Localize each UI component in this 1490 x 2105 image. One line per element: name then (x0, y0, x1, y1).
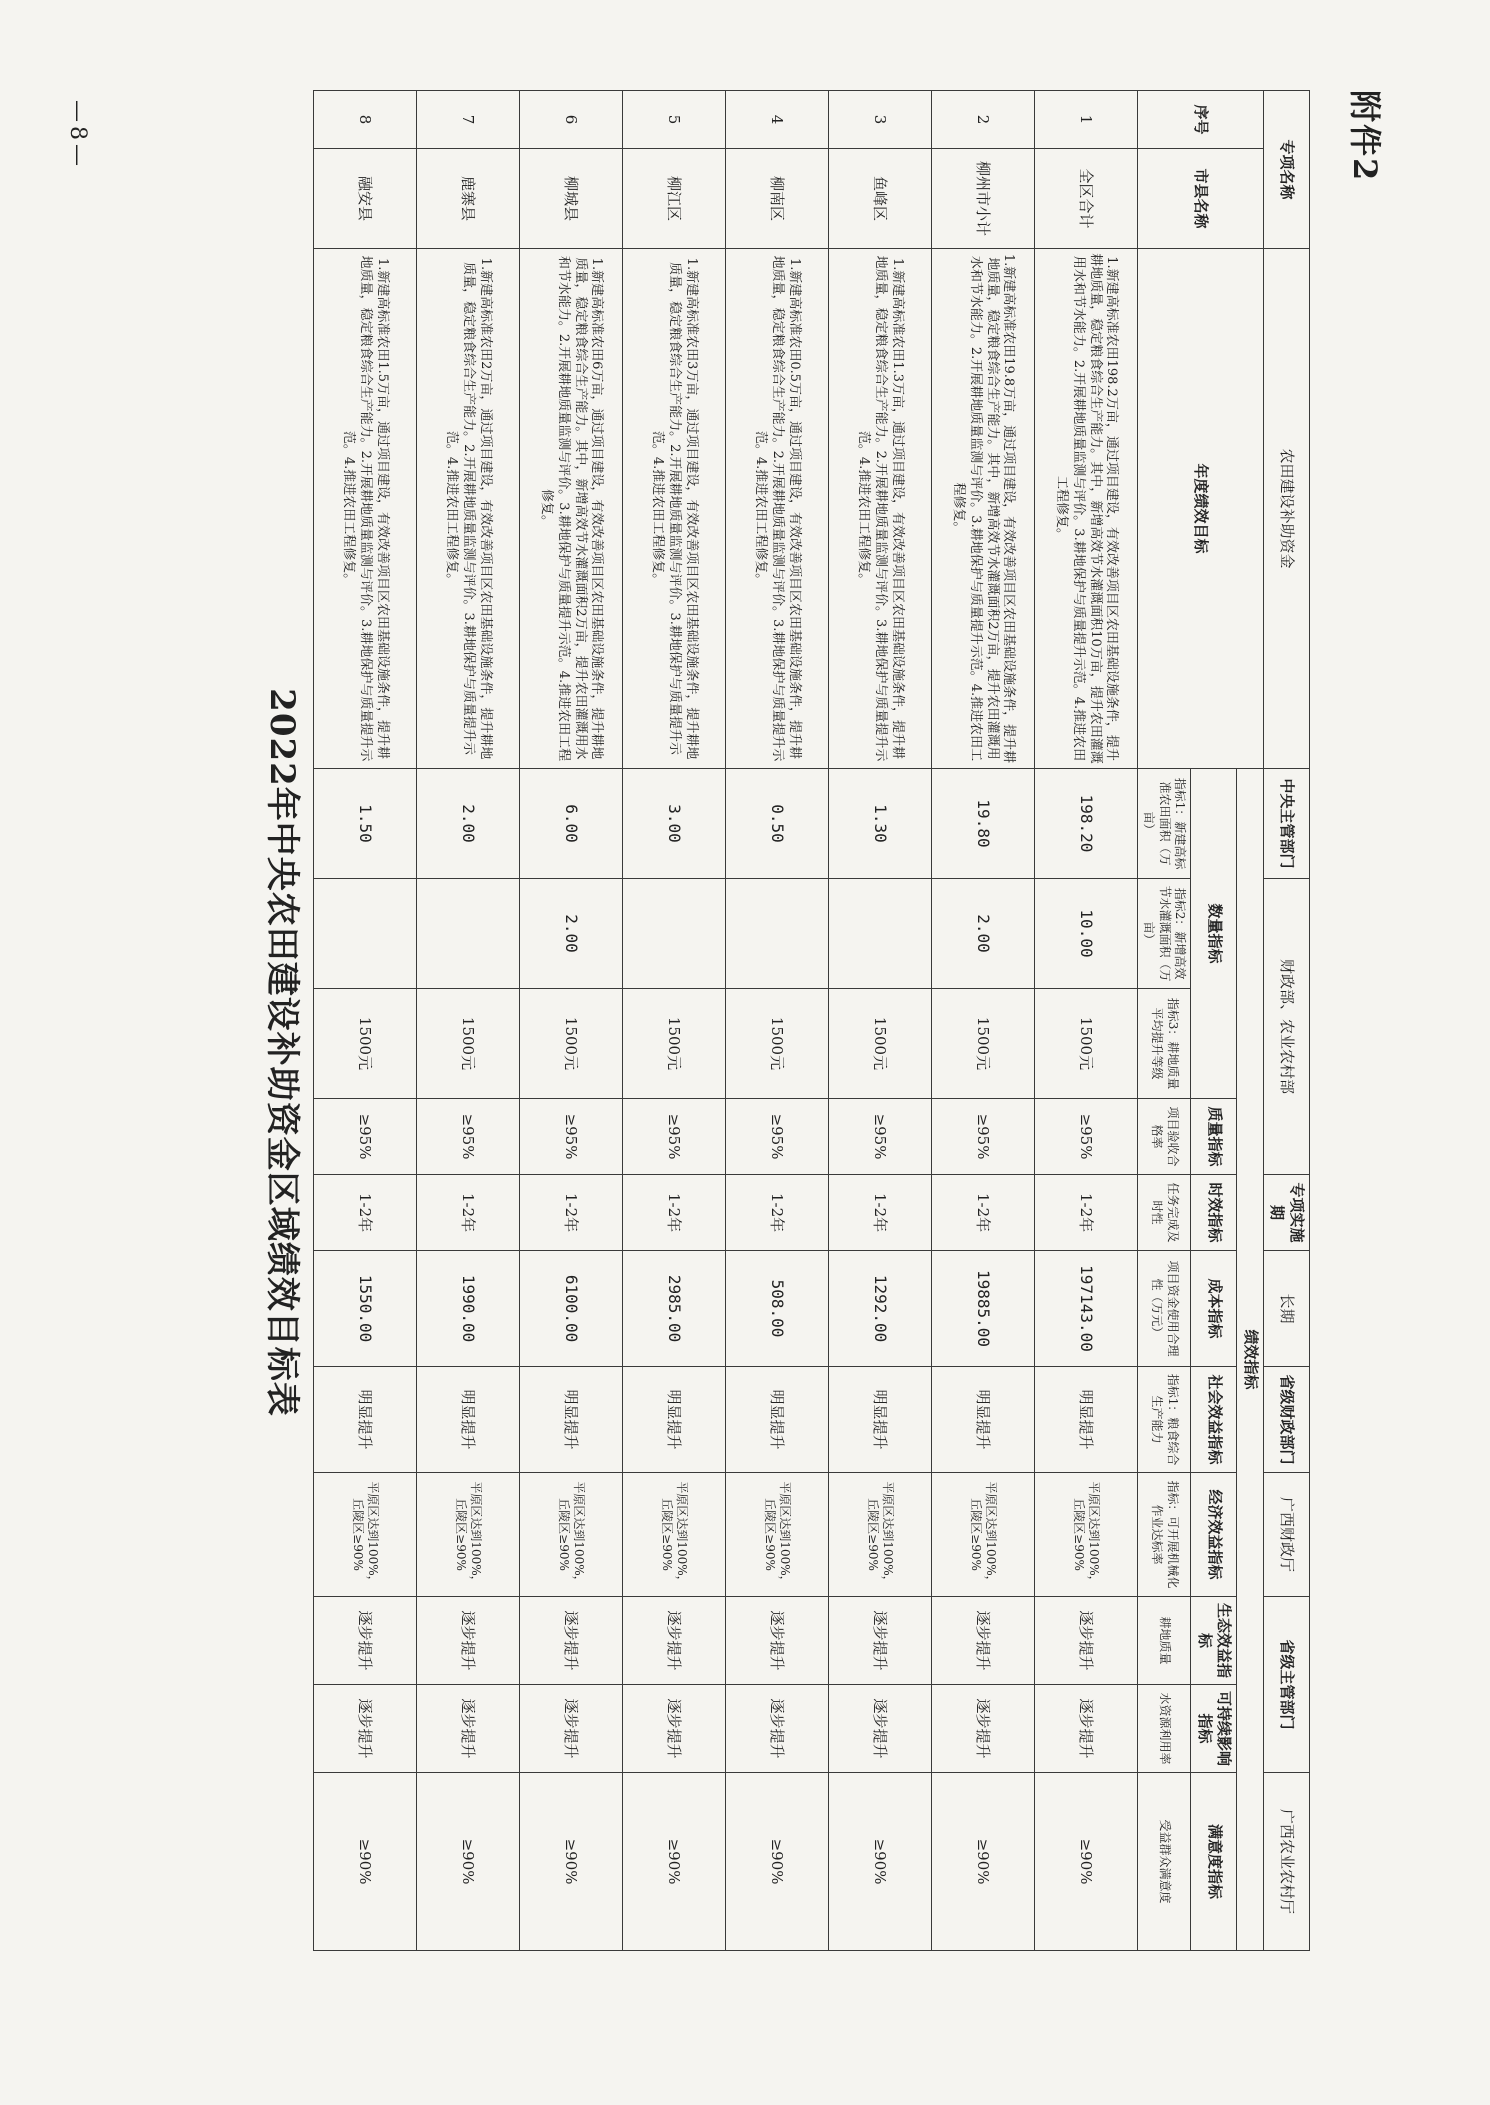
row-ecological: 逐步提升 (828, 1597, 931, 1685)
row-q2 (313, 879, 416, 989)
row-economic: 平原区达到100%，丘陵区≥90% (725, 1473, 828, 1597)
row-quality: ≥95% (1034, 1099, 1137, 1175)
row-satisfaction: ≥90% (519, 1773, 622, 1951)
row-economic: 平原区达到100%，丘陵区≥90% (416, 1473, 519, 1597)
row-city: 柳江区 (622, 149, 725, 249)
row-economic: 平原区达到100%，丘陵区≥90% (931, 1473, 1034, 1597)
row-cost: 6100.00 (519, 1251, 622, 1367)
row-cost: 1990.00 (416, 1251, 519, 1367)
row-serial: 5 (622, 91, 725, 149)
sustainable-header: 可持续影响指标 (1191, 1685, 1237, 1773)
project-name-value: 农田建设补助资金 (1264, 249, 1310, 769)
perf-indicator-header: 绩效指标 (1237, 769, 1264, 1951)
row-satisfaction: ≥90% (931, 1773, 1034, 1951)
table-row (416, 91, 519, 1951)
cost-header: 成本指标 (1191, 1251, 1237, 1367)
prov-dept-label: 省级主管部门 (1264, 1597, 1310, 1773)
row-city: 鹿寨县 (416, 149, 519, 249)
row-social: 明显提升 (1034, 1367, 1137, 1473)
row-economic: 平原区达到100%，丘陵区≥90% (519, 1473, 622, 1597)
row-q1: 2.00 (416, 769, 519, 879)
satisfaction-header: 满意度指标 (1191, 1773, 1237, 1951)
row-serial: 1 (1034, 91, 1137, 149)
row-goal: 1.新建高标准农田19.8万亩，通过项目建设，有效改善项目区农田基础设施条件，提升耕地质量，稳定粮食综合生产能力。其中，新增高效节水灌溉面积2万亩，提升农田灌溉用水和节水能力。2.开展耕地质量监测与评价。3.耕地保护与质量提升示范。4.推进农田工程修复。 (931, 249, 1034, 769)
row-satisfaction: ≥90% (416, 1773, 519, 1951)
row-q2 (622, 879, 725, 989)
row-goal: 1.新建高标准农田3万亩，通过项目建设，有效改善项目区农田基础设施条件，提升耕地质量，稳定粮食综合生产能力。2.开展耕地质量监测与评价。3.耕地保护与质量提升示范。4.推进农田工程修复。 (622, 249, 725, 769)
prov-dept-value: 广西农业农村厅 (1264, 1773, 1310, 1951)
row-social: 明显提升 (931, 1367, 1034, 1473)
row-serial: 3 (828, 91, 931, 149)
row-satisfaction: ≥90% (1034, 1773, 1137, 1951)
row-cost: 19885.00 (931, 1251, 1034, 1367)
row-serial: 6 (519, 91, 622, 149)
row-time: 1-2年 (1034, 1175, 1137, 1251)
row-city: 柳州市小计 (931, 149, 1034, 249)
ind-ecological: 耕地质量 (1137, 1597, 1191, 1685)
annex-label: 附件2 (1346, 90, 1384, 183)
ind-cost: 项目资金使用合理性（万元） (1137, 1251, 1191, 1367)
row-q3: 1500元 (725, 989, 828, 1099)
row-quality: ≥95% (828, 1099, 931, 1175)
row-city: 融安县 (313, 149, 416, 249)
row-serial: 8 (313, 91, 416, 149)
central-dept-label: 中央主管部门 (1264, 769, 1310, 879)
city-header: 市县名称 (1137, 149, 1263, 249)
row-q3: 1500元 (416, 989, 519, 1099)
row-q3: 1500元 (1034, 989, 1137, 1099)
ind-social: 指标1：粮食综合生产能力 (1137, 1367, 1191, 1473)
ind-time: 任务完成及时性 (1137, 1175, 1191, 1251)
ind-q2: 指标2：新增高效节水灌溉面积（万亩） (1137, 879, 1191, 989)
row-time: 1-2年 (313, 1175, 416, 1251)
row-time: 1-2年 (416, 1175, 519, 1251)
prov-finance-label: 省级财政部门 (1264, 1367, 1310, 1473)
ind-economic: 指标：可开展机械化作业达标率 (1137, 1473, 1191, 1597)
row-q2: 10.00 (1034, 879, 1137, 989)
ind-satisfaction: 受益群众满意度 (1137, 1773, 1191, 1951)
row-q1: 1.30 (828, 769, 931, 879)
table-row (725, 91, 828, 1951)
row-serial: 2 (931, 91, 1034, 149)
row-satisfaction: ≥90% (725, 1773, 828, 1951)
annual-goal-header: 年度绩效目标 (1137, 249, 1263, 769)
ind-sustainable: 水资源利用率 (1137, 1685, 1191, 1773)
row-quality: ≥95% (725, 1099, 828, 1175)
table-body (313, 91, 1137, 1951)
row-time: 1-2年 (622, 1175, 725, 1251)
row-goal: 1.新建高标准农田2万亩，通过项目建设，有效改善项目区农田基础设施条件，提升耕地质量，稳定粮食综合生产能力。2.开展耕地质量监测与评价。3.耕地保护与质量提升示范。4.推进农田工程修复。 (416, 249, 519, 769)
performance-table (313, 90, 1310, 1951)
row-city: 全区合计 (1034, 149, 1137, 249)
row-serial: 7 (416, 91, 519, 149)
row-sustainable: 逐步提升 (725, 1685, 828, 1773)
central-dept-value: 财政部、农业农村部 (1264, 879, 1310, 1175)
row-ecological: 逐步提升 (725, 1597, 828, 1685)
row-cost: 1550.00 (313, 1251, 416, 1367)
row-q2: 2.00 (931, 879, 1034, 989)
table-row (519, 91, 622, 1951)
serial-header: 序号 (1137, 91, 1263, 149)
row-ecological: 逐步提升 (313, 1597, 416, 1685)
row-q3: 1500元 (931, 989, 1034, 1099)
row-economic: 平原区达到100%，丘陵区≥90% (622, 1473, 725, 1597)
ind-q3: 指标3：耕地质量平均提升等级 (1137, 989, 1191, 1099)
row-serial: 4 (725, 91, 828, 149)
row-satisfaction: ≥90% (313, 1773, 416, 1951)
page-title: 2022年中央农田建设补助资金区域绩效目标表 (262, 688, 302, 1417)
row-cost: 508.00 (725, 1251, 828, 1367)
row-time: 1-2年 (725, 1175, 828, 1251)
row-economic: 平原区达到100%，丘陵区≥90% (828, 1473, 931, 1597)
row-sustainable: 逐步提升 (622, 1685, 725, 1773)
special-measure-label: 专项实施期 (1264, 1175, 1310, 1251)
row-ecological: 逐步提升 (1034, 1597, 1137, 1685)
row-quality: ≥95% (622, 1099, 725, 1175)
row-cost: 197143.00 (1034, 1251, 1137, 1367)
row-quality: ≥95% (313, 1099, 416, 1175)
row-sustainable: 逐步提升 (828, 1685, 931, 1773)
table-row (313, 91, 416, 1951)
row-sustainable: 逐步提升 (313, 1685, 416, 1773)
row-goal: 1.新建高标准农田1.3万亩，通过项目建设，有效改善项目区农田基础设施条件，提升耕地质量，稳定粮食综合生产能力。2.开展耕地质量监测与评价。3.耕地保护与质量提升示范。4.推进农田工程修复。 (828, 249, 931, 769)
row-ecological: 逐步提升 (519, 1597, 622, 1685)
row-q3: 1500元 (519, 989, 622, 1099)
row-q1: 1.50 (313, 769, 416, 879)
quality-header: 质量指标 (1191, 1099, 1237, 1175)
row-q2 (725, 879, 828, 989)
row-q1: 0.50 (725, 769, 828, 879)
header-row-groups (1237, 91, 1264, 1951)
row-q2 (828, 879, 931, 989)
row-satisfaction: ≥90% (828, 1773, 931, 1951)
row-social: 明显提升 (725, 1367, 828, 1473)
row-quality: ≥95% (519, 1099, 622, 1175)
row-economic: 平原区达到100%，丘陵区≥90% (313, 1473, 416, 1597)
prov-finance-value: 广西财政厅 (1264, 1473, 1310, 1597)
row-economic: 平原区达到100%，丘陵区≥90% (1034, 1473, 1137, 1597)
row-city: 柳南区 (725, 149, 828, 249)
row-q3: 1500元 (313, 989, 416, 1099)
row-sustainable: 逐步提升 (931, 1685, 1034, 1773)
row-goal: 1.新建高标准农田6万亩，通过项目建设，有效改善项目区农田基础设施条件，提升耕地质量，稳定粮食综合生产能力。其中，新增高效节水灌溉面积2万亩，提升农田灌溉用水和节水能力。2.开展耕地质量监测与评价。3.耕地保护与质量提升示范。4.推进农田工程修复。 (519, 249, 622, 769)
row-goal: 1.新建高标准农田0.5万亩，通过项目建设，有效改善项目区农田基础设施条件，提升耕地质量，稳定粮食综合生产能力。2.开展耕地质量监测与评价。3.耕地保护与质量提升示范。4.推进农田工程修复。 (725, 249, 828, 769)
page-number: —8— (65, 100, 90, 170)
row-social: 明显提升 (828, 1367, 931, 1473)
row-city: 鱼峰区 (828, 149, 931, 249)
project-name-label: 专项名称 (1264, 91, 1310, 249)
row-time: 1-2年 (931, 1175, 1034, 1251)
economic-header: 经济效益指标 (1191, 1473, 1237, 1597)
row-social: 明显提升 (622, 1367, 725, 1473)
row-q2 (416, 879, 519, 989)
row-sustainable: 逐步提升 (416, 1685, 519, 1773)
header-row-project (1264, 91, 1310, 1951)
row-social: 明显提升 (416, 1367, 519, 1473)
row-sustainable: 逐步提升 (1034, 1685, 1137, 1773)
row-goal: 1.新建高标准农田1.5万亩，通过项目建设，有效改善项目区农田基础设施条件，提升耕地质量，稳定粮食综合生产能力。2.开展耕地质量监测与评价。3.耕地保护与质量提升示范。4.推进农田工程修复。 (313, 249, 416, 769)
row-ecological: 逐步提升 (416, 1597, 519, 1685)
row-sustainable: 逐步提升 (519, 1685, 622, 1773)
row-cost: 2985.00 (622, 1251, 725, 1367)
row-cost: 1292.00 (828, 1251, 931, 1367)
row-ecological: 逐步提升 (622, 1597, 725, 1685)
row-quality: ≥95% (416, 1099, 519, 1175)
special-measure-value: 长期 (1264, 1251, 1310, 1367)
ind-q1: 指标1：新建高标准农田面积（万亩） (1137, 769, 1191, 879)
table-row (828, 91, 931, 1951)
row-goal: 1.新建高标准农田198.2万亩，通过项目建设，有效改善项目区农田基础设施条件，提升耕地质量，稳定粮食综合生产能力。其中，新增高效节水灌溉面积10万亩，提升农田灌溉用水和节水能力。2.开展耕地质量监测与评价。3.耕地保护与质量提升示范。4.推进农田工程修复。 (1034, 249, 1137, 769)
row-satisfaction: ≥90% (622, 1773, 725, 1951)
row-q3: 1500元 (828, 989, 931, 1099)
time-header: 时效指标 (1191, 1175, 1237, 1251)
ind-quality: 项目验收合格率 (1137, 1099, 1191, 1175)
row-time: 1-2年 (828, 1175, 931, 1251)
table-row (622, 91, 725, 1951)
row-time: 1-2年 (519, 1175, 622, 1251)
row-q2: 2.00 (519, 879, 622, 989)
quantity-header: 数量指标 (1191, 769, 1237, 1099)
row-q3: 1500元 (622, 989, 725, 1099)
table-row (1034, 91, 1137, 1951)
row-q1: 3.00 (622, 769, 725, 879)
social-header: 社会效益指标 (1191, 1367, 1237, 1473)
row-q1: 19.80 (931, 769, 1034, 879)
row-quality: ≥95% (931, 1099, 1034, 1175)
row-city: 柳城县 (519, 149, 622, 249)
row-ecological: 逐步提升 (931, 1597, 1034, 1685)
ecological-header: 生态效益指标 (1191, 1597, 1237, 1685)
row-q1: 6.00 (519, 769, 622, 879)
table-row (931, 91, 1034, 1951)
row-social: 明显提升 (519, 1367, 622, 1473)
row-q1: 198.20 (1034, 769, 1137, 879)
row-social: 明显提升 (313, 1367, 416, 1473)
